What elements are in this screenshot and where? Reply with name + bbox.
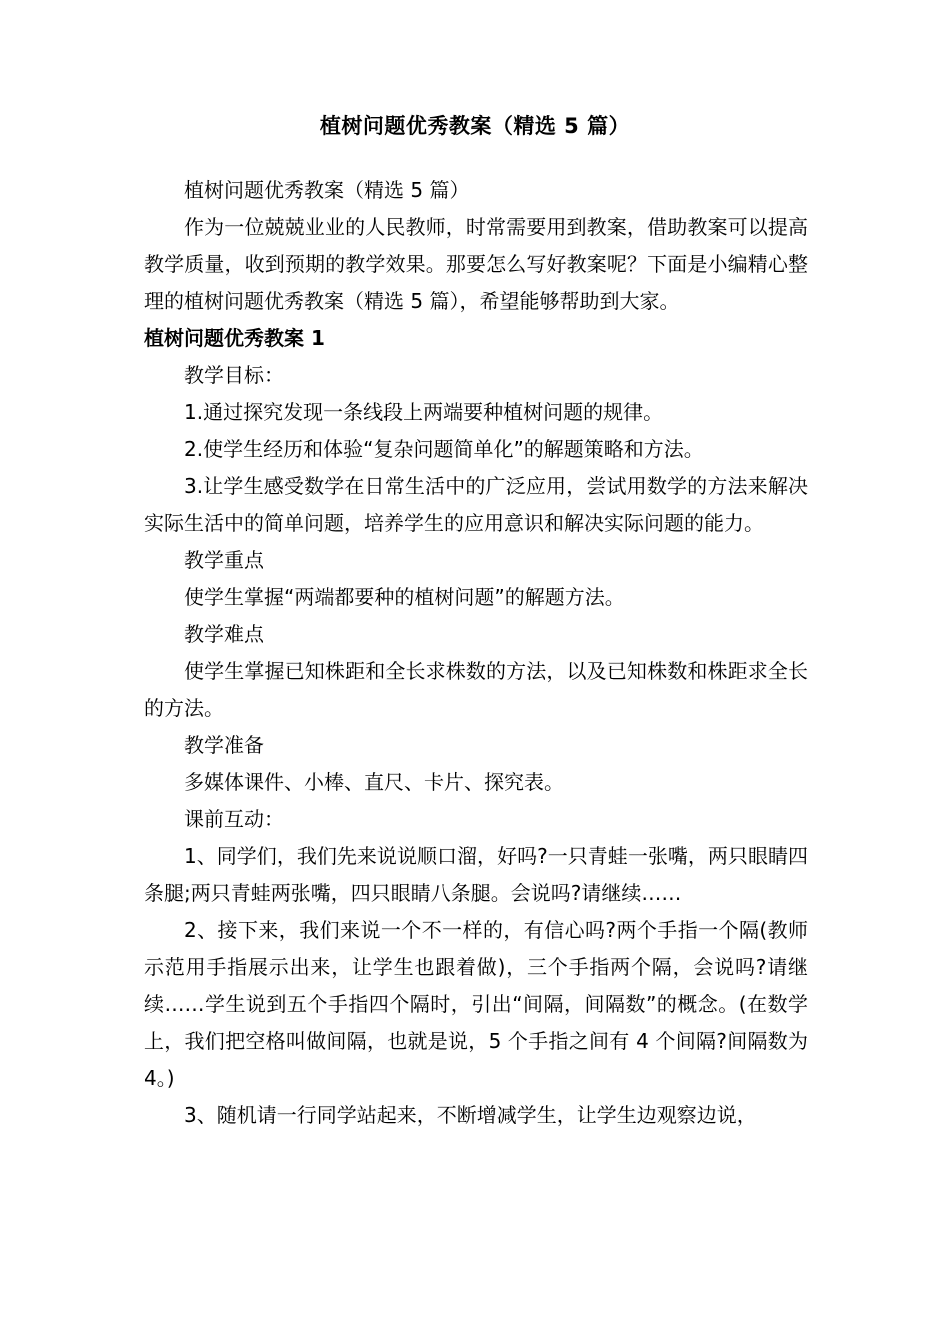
- paragraph: 2.使学生经历和体验“复杂问题简单化”的解题策略和方法。: [184, 437, 704, 461]
- paragraph: 课前互动：: [184, 807, 284, 831]
- paragraph: 使学生掌握“两端都要种的植树问题”的解题方法。: [184, 585, 625, 609]
- paragraph: 植树问题优秀教案（精选 5 篇）: [184, 178, 470, 202]
- paragraph: 1.通过探究发现一条线段上两端要种植树问题的规律。: [184, 400, 664, 424]
- paragraph: 教学准备: [184, 733, 264, 757]
- document-title: 植树问题优秀教案（精选 5 篇）: [319, 114, 631, 138]
- paragraph: 2、接下来，我们来说一个不一样的，有信心吗?两个手指一个隔(教师示范用手指展示出来，让学生也跟着做)，三个手指两个隔，会说吗?请继续……学生说到五个手指四个隔时，引出“间隔，间隔数”的概念。(在数学上，我们把空格叫做间隔，也就是说，5 个手指之间有 4 个间隔?间隔数为 4。): [144, 918, 808, 1090]
- paragraph: 1、同学们，我们先来说说顺口溜，好吗?一只青蛙一张嘴，两只眼睛四条腿;两只青蛙两张嘴，四只眼睛八条腿。会说吗?请继续……: [144, 844, 808, 905]
- section-heading: 植树问题优秀教案 1: [144, 326, 325, 350]
- paragraph: 多媒体课件、小棒、直尺、卡片、探究表。: [184, 770, 564, 794]
- paragraph: 教学目标：: [184, 363, 284, 387]
- paragraph: 作为一位兢兢业业的人民教师，时常需要用到教案，借助教案可以提高教学质量，收到预期的教学效果。那要怎么写好教案呢？下面是小编精心整理的植树问题优秀教案（精选 5 篇），希望能够帮助到大家。: [144, 215, 808, 313]
- paragraph: 教学重点: [184, 548, 264, 572]
- paragraph: 3.让学生感受数学在日常生活中的广泛应用，尝试用数学的方法来解决实际生活中的简单问题，培养学生的应用意识和解决实际问题的能力。: [144, 474, 808, 535]
- paragraph: 使学生掌握已知株距和全长求株数的方法，以及已知株数和株距求全长的方法。: [144, 659, 808, 720]
- paragraph: 3、随机请一行同学站起来，不断增减学生，让学生边观察边说，: [184, 1103, 757, 1127]
- document-body: [144, 172, 808, 1134]
- paragraph: 教学难点: [184, 622, 264, 646]
